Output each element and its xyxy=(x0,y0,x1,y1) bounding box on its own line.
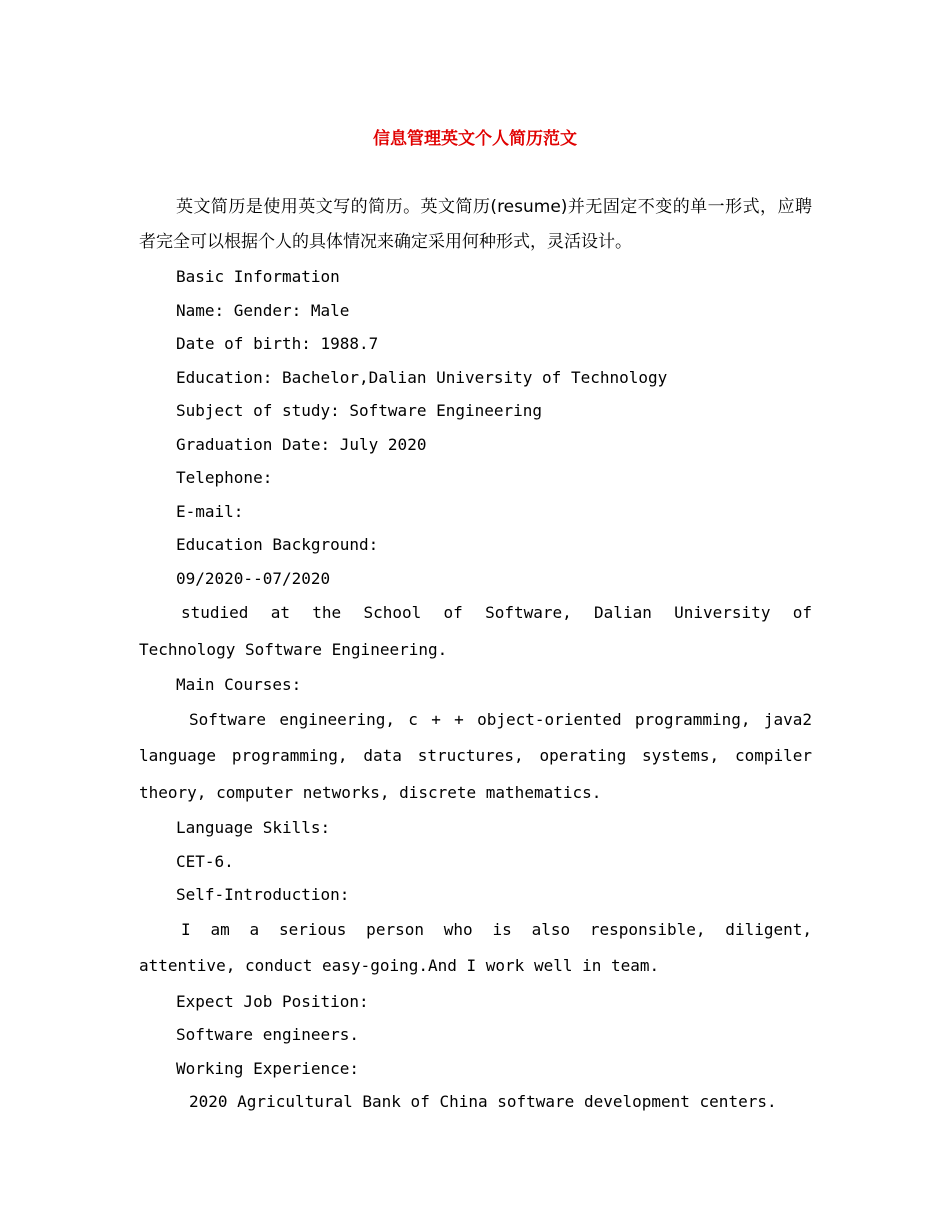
education-dates-line: 09/2020--07/2020 xyxy=(176,568,331,588)
working-experience-heading: Working Experience: xyxy=(176,1058,360,1078)
subject-line: Subject of study: Software Engineering xyxy=(176,401,543,420)
work-detail-line: 2020 Agricultural Bank of China software development centers. xyxy=(189,1092,777,1111)
date-of-birth-line: Date of birth: 1988.7 xyxy=(176,334,379,353)
self-introduction-paragraph: I am a serious person who is also responsible, diligent, attentive, conduct easy-going.And I work well in team. xyxy=(139,919,812,975)
education-detail-paragraph: studied at the School of Software, Dalian University of Technology Software Engineering. xyxy=(139,603,812,659)
education-background-heading: Education Background: xyxy=(176,535,379,554)
job-detail-line: Software engineers. xyxy=(176,1025,360,1044)
courses-detail-paragraph: Software engineering, c + + object-oriented programming, java2 language programming, data structures, operating systems, compiler theory, computer networks, discrete mathematics. xyxy=(139,709,812,802)
main-courses-heading: Main Courses: xyxy=(176,675,302,694)
email-line: E-mail: xyxy=(176,501,244,521)
self-introduction-heading: Self-Introduction: xyxy=(176,885,350,904)
telephone-line: Telephone: xyxy=(176,468,273,487)
document-body xyxy=(139,190,812,1119)
cet-line: CET-6. xyxy=(176,851,234,871)
graduation-line: Graduation Date: July 2020 xyxy=(176,434,427,454)
intro-paragraph: 英文简历是使用英文写的简历。英文简历(resume)并无固定不变的单一形式，应聘者完全可以根据个人的具体情况来确定采用何种形式，灵活设计。 xyxy=(139,197,812,252)
expect-job-heading: Expect Job Position: xyxy=(176,991,369,1011)
document-title: 信息管理英文个人简历范文 xyxy=(373,129,577,149)
language-skills-heading: Language Skills: xyxy=(176,818,331,837)
name-gender-line: Name: Gender: Male xyxy=(176,300,350,320)
basic-information-heading: Basic Information xyxy=(176,267,340,286)
education-line: Education: Bachelor,Dalian University of Technology xyxy=(176,367,668,387)
